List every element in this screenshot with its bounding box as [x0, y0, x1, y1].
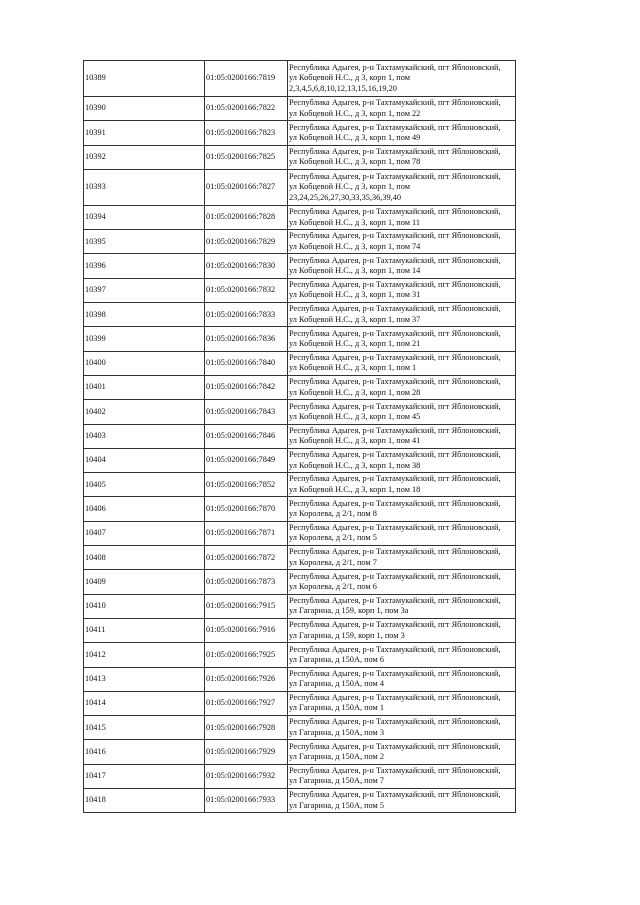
address-line: ул Кобцевой Н.С., д 3, корп 1, пом 49 [289, 132, 421, 142]
table-row [84, 278, 516, 302]
address-line: Республика Адыгея, р-н Тахтамукайский, пгт Яблоновский, [289, 171, 501, 181]
table-row [84, 145, 516, 169]
record-number-cell: 10390 [84, 97, 205, 121]
address-line: Республика Адыгея, р-н Тахтамукайский, пгт Яблоновский, [289, 547, 501, 557]
cadastral-number-cell: 01:05:0200166:7928 [205, 716, 288, 740]
address-line: Республика Адыгея, р-н Тахтамукайский, пгт Яблоновский, [289, 352, 501, 362]
cadastral-number-cell: 01:05:0200166:7872 [205, 546, 288, 570]
address-line: ул Гагарина, д 150А, пом 1 [289, 703, 385, 713]
record-number-cell: 10414 [84, 691, 205, 715]
address-cell [288, 375, 516, 399]
address-cell [288, 145, 516, 169]
address-line: Республика Адыгея, р-н Тахтамукайский, пгт Яблоновский, [289, 474, 501, 484]
address-line: Республика Адыгея, р-н Тахтамукайский, пгт Яблоновский, [289, 450, 501, 460]
address-line: ул Кобцевой Н.С., д 3, корп 1, пом 1 [289, 363, 417, 373]
address-line: Республика Адыгея, р-н Тахтамукайский, пгт Яблоновский, [289, 98, 501, 108]
address-cell [288, 521, 516, 545]
table-row [84, 254, 516, 278]
table-row [84, 716, 516, 740]
address-line: ул Кобцевой Н.С., д 3, корп 1, пом 74 [289, 241, 421, 251]
address-line: ул Кобцевой Н.С., д 3, корп 1, пом 45 [289, 411, 421, 421]
address-line: Республика Адыгея, р-н Тахтамукайский, пгт Яблоновский, [289, 523, 501, 533]
registry-table-body [84, 61, 516, 813]
address-line: ул Гагарина, д 150А, пом 3 [289, 727, 385, 737]
address-line: ул Гагарина, д 150А, пом 5 [289, 800, 385, 810]
address-cell [288, 546, 516, 570]
address-line: Республика Адыгея, р-н Тахтамукайский, пгт Яблоновский, [289, 62, 501, 72]
record-number-cell: 10415 [84, 716, 205, 740]
cadastral-number-cell: 01:05:0200166:7932 [205, 764, 288, 788]
table-row [84, 789, 516, 813]
address-line: Республика Адыгея, р-н Тахтамукайский, пгт Яблоновский, [289, 304, 501, 314]
address-cell [288, 303, 516, 327]
address-line: ул Королева, д 2/1, пом 5 [289, 533, 377, 543]
record-number-cell: 10413 [84, 667, 205, 691]
address-line: Республика Адыгея, р-н Тахтамукайский, пгт Яблоновский, [289, 766, 501, 776]
table-row [84, 230, 516, 254]
address-cell [288, 643, 516, 667]
address-line: ул Гагарина, д 159, корп 1, пом 3а [289, 606, 409, 616]
cadastral-number-cell: 01:05:0200166:7836 [205, 327, 288, 351]
cadastral-number-cell: 01:05:0200166:7827 [205, 169, 288, 205]
record-number-cell: 10405 [84, 473, 205, 497]
record-number-cell: 10392 [84, 145, 205, 169]
cadastral-number-cell: 01:05:0200166:7832 [205, 278, 288, 302]
address-line: ул Кобцевой Н.С., д 3, корп 1, пом [289, 182, 410, 192]
record-number-cell: 10400 [84, 351, 205, 375]
address-cell [288, 205, 516, 229]
address-line: ул Кобцевой Н.С., д 3, корп 1, пом 14 [289, 266, 421, 276]
address-cell [288, 667, 516, 691]
address-cell [288, 254, 516, 278]
address-cell [288, 121, 516, 145]
record-number-cell: 10397 [84, 278, 205, 302]
address-cell [288, 230, 516, 254]
table-row [84, 643, 516, 667]
cadastral-number-cell: 01:05:0200166:7819 [205, 61, 288, 97]
cadastral-number-cell: 01:05:0200166:7843 [205, 400, 288, 424]
table-row [84, 97, 516, 121]
record-number-cell: 10389 [84, 61, 205, 97]
address-line: Республика Адыгея, р-н Тахтамукайский, пгт Яблоновский, [289, 741, 501, 751]
address-line: ул Кобцевой Н.С., д 3, корп 1, пом 38 [289, 460, 421, 470]
address-cell [288, 278, 516, 302]
address-line: Республика Адыгея, р-н Тахтамукайский, пгт Яблоновский, [289, 425, 501, 435]
address-cell [288, 97, 516, 121]
table-row [84, 764, 516, 788]
cadastral-number-cell: 01:05:0200166:7933 [205, 789, 288, 813]
cadastral-number-cell: 01:05:0200166:7833 [205, 303, 288, 327]
table-row [84, 618, 516, 642]
address-line: Республика Адыгея, р-н Тахтамукайский, пгт Яблоновский, [289, 401, 501, 411]
address-line: Республика Адыгея, р-н Тахтамукайский, пгт Яблоновский, [289, 668, 501, 678]
cadastral-number-cell: 01:05:0200166:7926 [205, 667, 288, 691]
record-number-cell: 10394 [84, 205, 205, 229]
address-cell [288, 789, 516, 813]
address-line: ул Кобцевой Н.С., д 3, корп 1, пом [289, 73, 410, 83]
table-row [84, 473, 516, 497]
table-row [84, 351, 516, 375]
record-number-cell: 10406 [84, 497, 205, 521]
address-cell [288, 594, 516, 618]
address-line: ул Кобцевой Н.С., д 3, корп 1, пом 41 [289, 436, 421, 446]
table-row [84, 546, 516, 570]
address-cell [288, 448, 516, 472]
address-line: Республика Адыгея, р-н Тахтамукайский, пгт Яблоновский, [289, 280, 501, 290]
address-line: Республика Адыгея, р-н Тахтамукайский, пгт Яблоновский, [289, 571, 501, 581]
address-line: Республика Адыгея, р-н Тахтамукайский, пгт Яблоновский, [289, 620, 501, 630]
address-cell [288, 764, 516, 788]
address-line: Республика Адыгея, р-н Тахтамукайский, пгт Яблоновский, [289, 498, 501, 508]
address-line: Республика Адыгея, р-н Тахтамукайский, пгт Яблоновский, [289, 595, 501, 605]
record-number-cell: 10395 [84, 230, 205, 254]
address-line: ул Кобцевой Н.С., д 3, корп 1, пом 78 [289, 157, 421, 167]
cadastral-number-cell: 01:05:0200166:7828 [205, 205, 288, 229]
record-number-cell: 10412 [84, 643, 205, 667]
record-number-cell: 10393 [84, 169, 205, 205]
table-row [84, 448, 516, 472]
table-row [84, 303, 516, 327]
address-line: ул Гагарина, д 150А, пом 6 [289, 654, 385, 664]
address-cell [288, 691, 516, 715]
address-cell [288, 570, 516, 594]
table-row [84, 497, 516, 521]
record-number-cell: 10391 [84, 121, 205, 145]
address-line: 2,3,4,5,6,8,10,12,13,15,16,19,20 [289, 83, 397, 93]
address-line: ул Кобцевой Н.С., д 3, корп 1, пом 11 [289, 217, 421, 227]
address-cell [288, 424, 516, 448]
record-number-cell: 10417 [84, 764, 205, 788]
cadastral-number-cell: 01:05:0200166:7823 [205, 121, 288, 145]
table-row [84, 121, 516, 145]
address-line: Республика Адыгея, р-н Тахтамукайский, пгт Яблоновский, [289, 146, 501, 156]
cadastral-number-cell: 01:05:0200166:7925 [205, 643, 288, 667]
cadastral-number-cell: 01:05:0200166:7916 [205, 618, 288, 642]
address-cell [288, 716, 516, 740]
address-line: ул Королева, д 2/1, пом 7 [289, 557, 377, 567]
address-line: ул Кобцевой Н.С., д 3, корп 1, пом 31 [289, 290, 421, 300]
table-row [84, 667, 516, 691]
table-row [84, 169, 516, 205]
record-number-cell: 10407 [84, 521, 205, 545]
address-line: ул Гагарина, д 150А, пом 7 [289, 776, 385, 786]
table-row [84, 570, 516, 594]
cadastral-number-cell: 01:05:0200166:7849 [205, 448, 288, 472]
address-cell [288, 351, 516, 375]
address-line: Республика Адыгея, р-н Тахтамукайский, пгт Яблоновский, [289, 717, 501, 727]
address-line: Республика Адыгея, р-н Тахтамукайский, пгт Яблоновский, [289, 790, 501, 800]
table-row [84, 400, 516, 424]
table-row [84, 521, 516, 545]
cadastral-number-cell: 01:05:0200166:7915 [205, 594, 288, 618]
address-line: ул Кобцевой Н.С., д 3, корп 1, пом 18 [289, 484, 421, 494]
record-number-cell: 10404 [84, 448, 205, 472]
address-cell [288, 497, 516, 521]
table-row [84, 594, 516, 618]
table-row [84, 740, 516, 764]
address-line: ул Кобцевой Н.С., д 3, корп 1, пом 37 [289, 314, 421, 324]
address-line: Республика Адыгея, р-н Тахтамукайский, пгт Яблоновский, [289, 255, 501, 265]
address-line: 23,24,25,26,27,30,33,35,36,39,40 [289, 192, 402, 202]
cadastral-number-cell: 01:05:0200166:7846 [205, 424, 288, 448]
record-number-cell: 10409 [84, 570, 205, 594]
cadastral-number-cell: 01:05:0200166:7840 [205, 351, 288, 375]
table-row [84, 327, 516, 351]
registry-table [83, 60, 516, 813]
address-line: Республика Адыгея, р-н Тахтамукайский, пгт Яблоновский, [289, 693, 501, 703]
record-number-cell: 10398 [84, 303, 205, 327]
record-number-cell: 10399 [84, 327, 205, 351]
table-row [84, 205, 516, 229]
cadastral-number-cell: 01:05:0200166:7822 [205, 97, 288, 121]
address-cell [288, 327, 516, 351]
table-row [84, 375, 516, 399]
address-cell [288, 61, 516, 97]
cadastral-number-cell: 01:05:0200166:7873 [205, 570, 288, 594]
address-line: ул Кобцевой Н.С., д 3, корп 1, пом 22 [289, 108, 421, 118]
address-line: ул Кобцевой Н.С., д 3, корп 1, пом 21 [289, 339, 421, 349]
address-cell [288, 473, 516, 497]
address-line: ул Гагарина, д 150А, пом 4 [289, 679, 385, 689]
cadastral-number-cell: 01:05:0200166:7842 [205, 375, 288, 399]
address-cell [288, 169, 516, 205]
cadastral-number-cell: 01:05:0200166:7830 [205, 254, 288, 278]
cadastral-number-cell: 01:05:0200166:7870 [205, 497, 288, 521]
cadastral-number-cell: 01:05:0200166:7871 [205, 521, 288, 545]
record-number-cell: 10401 [84, 375, 205, 399]
address-line: ул Гагарина, д 159, корп 1, пом 3 [289, 630, 405, 640]
cadastral-number-cell: 01:05:0200166:7829 [205, 230, 288, 254]
cadastral-number-cell: 01:05:0200166:7929 [205, 740, 288, 764]
cadastral-number-cell: 01:05:0200166:7852 [205, 473, 288, 497]
record-number-cell: 10411 [84, 618, 205, 642]
record-number-cell: 10403 [84, 424, 205, 448]
record-number-cell: 10416 [84, 740, 205, 764]
address-line: ул Королева, д 2/1, пом 8 [289, 509, 377, 519]
table-row [84, 691, 516, 715]
table-row [84, 424, 516, 448]
address-line: Республика Адыгея, р-н Тахтамукайский, пгт Яблоновский, [289, 377, 501, 387]
record-number-cell: 10408 [84, 546, 205, 570]
table-row [84, 61, 516, 97]
record-number-cell: 10410 [84, 594, 205, 618]
address-cell [288, 740, 516, 764]
address-line: ул Гагарина, д 150А, пом 2 [289, 752, 385, 762]
record-number-cell: 10396 [84, 254, 205, 278]
address-line: ул Королева, д 2/1, пом 6 [289, 581, 377, 591]
address-line: Республика Адыгея, р-н Тахтамукайский, пгт Яблоновский, [289, 231, 501, 241]
cadastral-number-cell: 01:05:0200166:7825 [205, 145, 288, 169]
record-number-cell: 10402 [84, 400, 205, 424]
cadastral-number-cell: 01:05:0200166:7927 [205, 691, 288, 715]
address-line: Республика Адыгея, р-н Тахтамукайский, пгт Яблоновский, [289, 644, 501, 654]
address-line: Республика Адыгея, р-н Тахтамукайский, пгт Яблоновский, [289, 207, 501, 217]
record-number-cell: 10418 [84, 789, 205, 813]
address-line: Республика Адыгея, р-н Тахтамукайский, пгт Яблоновский, [289, 328, 501, 338]
address-line: Республика Адыгея, р-н Тахтамукайский, пгт Яблоновский, [289, 122, 501, 132]
address-cell [288, 618, 516, 642]
address-line: ул Кобцевой Н.С., д 3, корп 1, пом 28 [289, 387, 421, 397]
address-cell [288, 400, 516, 424]
